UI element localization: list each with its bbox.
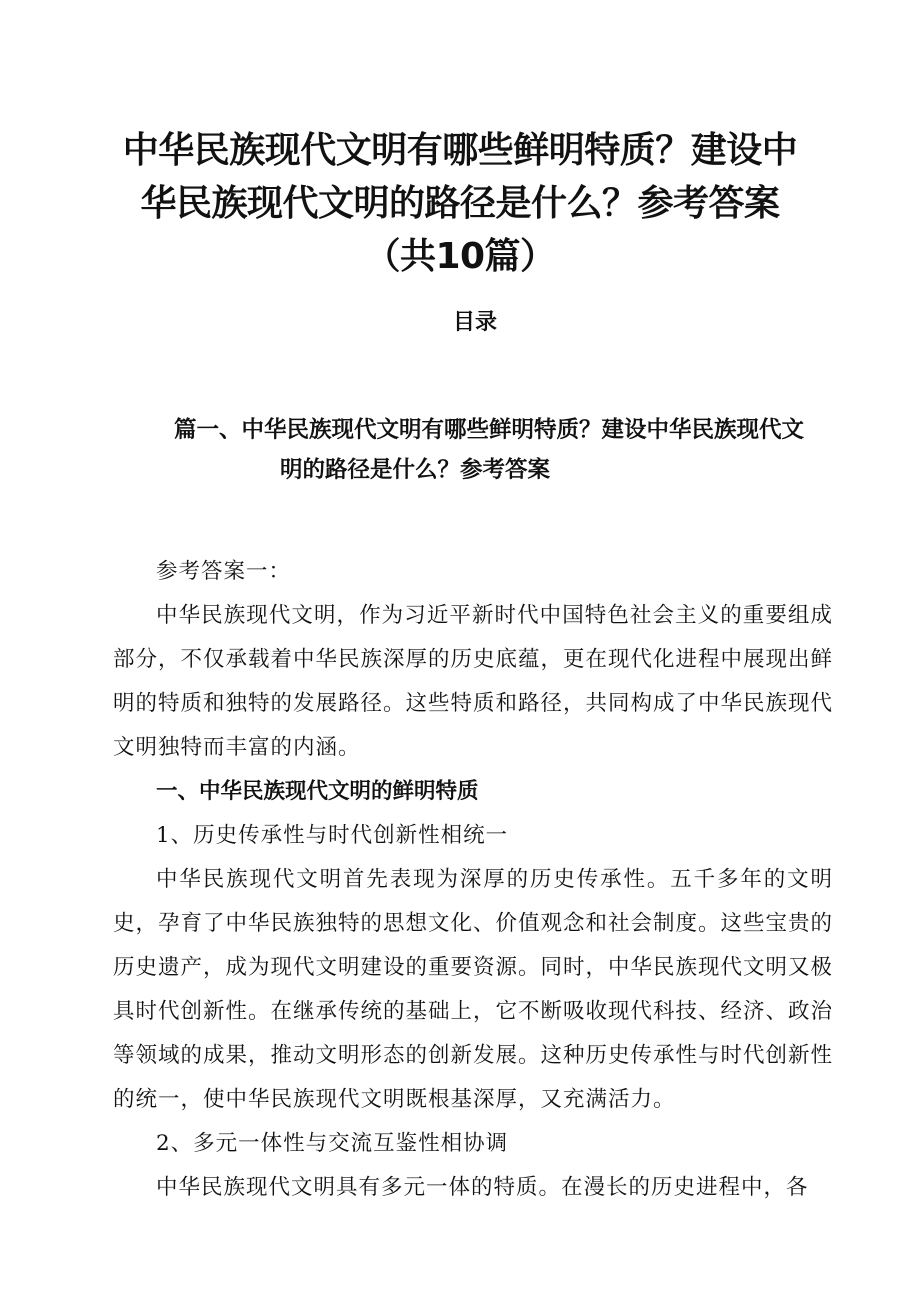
paragraph-1: 中华民族现代文明首先表现为深厚的历史传承性。五千多年的文明史，孕育了中华民族独特的思想文化、价值观念和社会制度。这些宝贵的历史遗产，成为现代文明建设的重要资源。同时，中华民族现代文明又极具时代创新性。在继承传统的基础上，它不断吸收现代科技、经济、政治等领域的成果，推动文明形态的创新发展。这种历史传承性与时代创新性的统一，使中华民族现代文明既根基深厚，又充满活力。: [113, 867, 834, 1112]
subheading-1: 1、历史传承性与时代创新性相统一: [156, 823, 509, 848]
intro-paragraph: 中华民族现代文明，作为习近平新时代中国特色社会主义的重要组成部分，不仅承载着中华民族深厚的历史底蕴，更在现代化进程中展现出鲜明的特质和独特的发展路径。这些特质和路径，共同构成了中华民族现代文明独特而丰富的内涵。: [113, 603, 834, 760]
toc-item-line-1: 篇一、中华民族现代文明有哪些鲜明特质？建设中华民族现代文: [174, 417, 805, 443]
toc-item[interactable]: [174, 410, 834, 490]
answer-label: 参考答案一：: [156, 559, 292, 584]
paragraph-2: 中华民族现代文明具有多元一体的特质。在漫长的历史进程中，各: [156, 1175, 809, 1200]
toc-item-line-2: 明的路径是什么？参考答案: [280, 457, 551, 483]
document-title: 中华民族现代文明有哪些鲜明特质？建设中华民族现代文明的路径是什么？参考答案（共10篇）: [122, 130, 798, 277]
section-heading: 一、中华民族现代文明的鲜明特质: [156, 779, 479, 804]
subheading-2: 2、多元一体性与交流互鉴性相协调: [156, 1131, 509, 1156]
body-content: [113, 550, 833, 1210]
toc-heading: 目录: [452, 310, 497, 335]
